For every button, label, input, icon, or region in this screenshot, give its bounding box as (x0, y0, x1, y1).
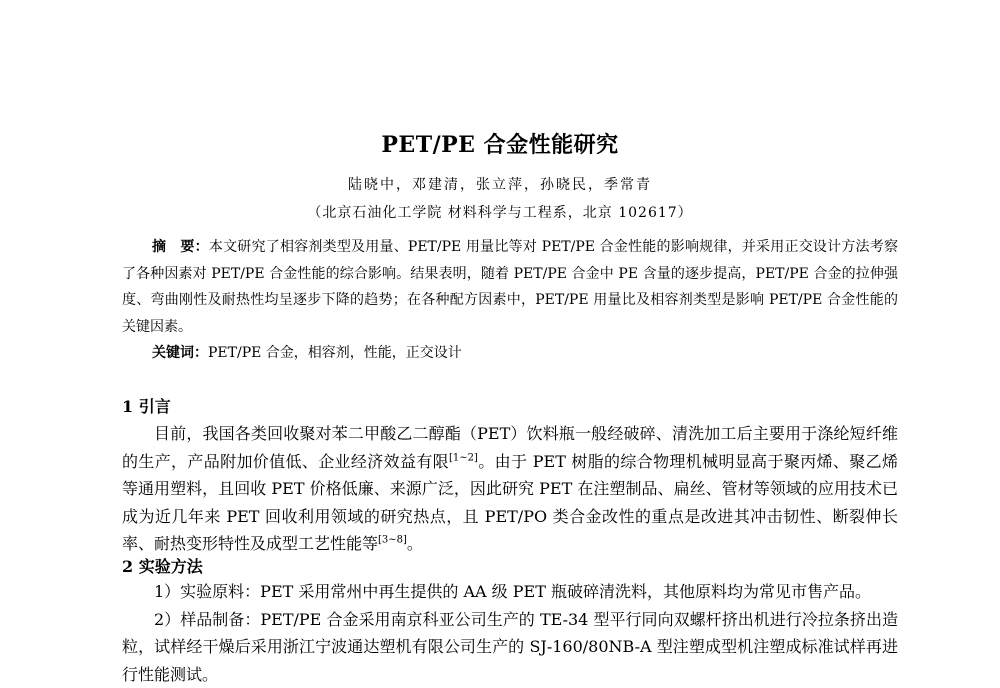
citation-1-2: [1~2] (449, 452, 478, 464)
keywords (152, 342, 898, 362)
methods-paragraph-preparation: 2）样品制备：PET/PE 合金采用南京科亚公司生产的 TE-34 型平行同向双螺杆挤出机进行冷拉条挤出造粒，试样经干燥后采用浙江宁波通达塑机有限公司生产的 SJ-160/80NB-A 型注塑成型机注塑成标准试样再进行性能测试。 (122, 609, 898, 684)
keywords-text: PET/PE 合金，相容剂，性能，正交设计 (208, 345, 462, 361)
section-heading-introduction: 1 引言 (122, 397, 171, 416)
citation-3-8: [3~8] (378, 535, 407, 547)
intro-text-1: 目前，我国各类回收聚对苯二甲酸乙二醇酯（PET）饮料瓶一般经破碎、清洗加工后主要用于涤纶短纤维的生产，产品附加价值低、企业经济效益有限 (122, 424, 898, 471)
paper-title: PET/PE 合金性能研究 (381, 132, 619, 158)
author-list: 陆晓中，邓建清，张立萍，孙晓民，季常青 (348, 177, 652, 193)
intro-text-3: 。 (406, 534, 423, 554)
intro-text-2: 。由于 PET 树脂的综合物理机械明显高于聚丙烯、聚乙烯等通用塑料，且回收 PET 价格低廉、来源广泛，因此研究 PET 在注塑制品、扁丝、管材等领域的应用技术已成为近几年来 PET 回收利用领域的研究热点，且 PET/PO 类合金改性的重点是改进其冲击韧性、断裂伸长率、耐热变形特性及成型工艺性能等 (122, 451, 898, 554)
affiliation: （北京石油化工学院 材料科学与工程系，北京 102617） (307, 205, 693, 221)
section-heading-methods: 2 实验方法 (122, 557, 203, 576)
abstract-label: 摘 要： (152, 239, 209, 255)
methods-section (122, 578, 898, 688)
abstract (122, 234, 898, 340)
methods-paragraph-materials: 1）实验原料：PET 采用常州中再生提供的 AA 级 PET 瓶破碎清洗料，其他原料均为常见市售产品。 (154, 582, 871, 601)
abstract-text: 本文研究了相容剂类型及用量、PET/PE 用量比等对 PET/PE 合金性能的影响规律，并采用正交设计方法考察了各种因素对 PET/PE 合金性能的综合影响。结果表明，随着 PET/PE 合金中 PE 含量的逐步提高，PET/PE 合金的拉伸强度、弯曲刚性及耐热性均呈逐步下降的趋势；在各种配方因素中，PET/PE 用量比及相容剂类型是影响 PET/PE 合金性能的关键因素。 (122, 239, 898, 335)
introduction-paragraph (122, 420, 898, 558)
keywords-label: 关键词： (152, 345, 208, 361)
